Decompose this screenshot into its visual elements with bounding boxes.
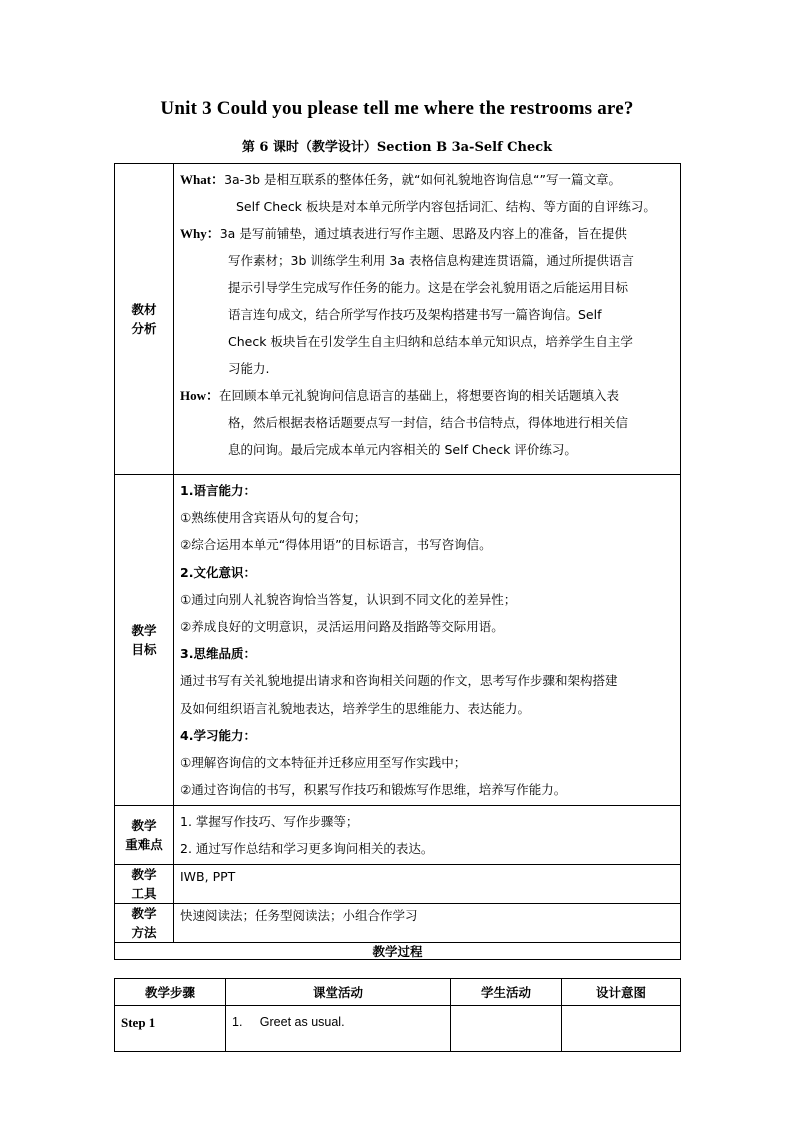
goals-label: 教学 目标 — [115, 475, 174, 806]
how-heading: How： — [180, 388, 220, 403]
student-cell — [451, 1006, 562, 1052]
col-steps: 教学步骤 — [115, 979, 226, 1006]
tools-label: 教学 工具 — [115, 865, 174, 904]
lesson-plan-table — [114, 163, 681, 960]
process-title-row — [115, 943, 681, 960]
methods-row — [115, 904, 681, 943]
col-student: 学生活动 — [451, 979, 562, 1006]
col-purpose: 设计意图 — [562, 979, 681, 1006]
keypoints-label: 教学 重难点 — [115, 806, 174, 865]
process-header-row — [115, 979, 681, 1006]
analysis-content: What：3a-3b 是相互联系的整体任务，就“如何礼貌地咨询信息“”写一篇文章。 Self Check 板块是对本单元所学内容包括词汇、结构、等方面的自评练习。 Why：3a 是写前铺垫，通过填表进行写作主题、思路及内容上的准备，旨在提供 写作素材；3b 训练学生利用 3a 表格信息构建连贯语篇，通过所提供语言 提示引导学生完成写作任务的能力。这是在学会礼貌用语之后能运用目标 语言连句成文，结合所学写作技巧及架构搭建书写一篇咨询信。Self Check 板块旨在引发学生自主归纳和总结本单元知识点，培养学生自主学 习能力. How：在回顾本单元礼貌询问信息语言的基础上，将想要咨询的相关话题填入表 格，然后根据表格话题要点写一封信，结合书信特点，得体地进行相关信 息的问询。最后完成本单元内容相关的 Self Check 评价练习。 — [174, 164, 681, 475]
tools-value: IWB, PPT — [174, 865, 681, 904]
methods-label: 教学 方法 — [115, 904, 174, 943]
what-heading: What： — [180, 172, 225, 187]
tools-row — [115, 865, 681, 904]
purpose-cell — [562, 1006, 681, 1052]
keypoints-content: 1. 掌握写作技巧、写作步骤等； 2. 通过写作总结和学习更多询问相关的表达。 — [174, 806, 681, 865]
col-activity: 课堂活动 — [226, 979, 451, 1006]
analysis-label: 教材 分析 — [115, 164, 174, 475]
keypoints-row — [115, 806, 681, 865]
step-cell: Step 1 — [115, 1006, 226, 1052]
page-title: Unit 3 Could you please tell me where the restrooms are? — [160, 98, 634, 119]
page-subtitle: 第 6 课时（教学设计）Section B 3a-Self Check — [241, 140, 553, 155]
why-heading: Why： — [180, 226, 220, 241]
analysis-row — [115, 164, 681, 475]
process-title: 教学过程 — [115, 943, 681, 960]
process-table — [114, 978, 681, 1052]
goals-row — [115, 475, 681, 806]
process-row-step1 — [115, 1006, 681, 1052]
goals-content: 1.语言能力： ①熟练使用含宾语从句的复合句； ②综合运用本单元“得体用语”的目标语言，书写咨询信。 2.文化意识： ①通过向别人礼貌咨询恰当答复，认识到不同文化的差异性； ②养成良好的文明意识，灵活运用问路及指路等交际用语。 3.思维品质： 通过书写有关礼貌地提出请求和咨询相关问题的作文，思考写作步骤和架构搭建 及如何组织语言礼貌地表达，培养学生的思维能力、表达能力。 4.学习能力： ①理解咨询信的文本特征并迁移应用至写作实践中； ②通过咨询信的书写，积累写作技巧和锻炼写作思维，培养写作能力。 — [174, 475, 681, 806]
methods-value: 快速阅读法；任务型阅读法；小组合作学习 — [174, 904, 681, 943]
activity-cell: 1. Greet as usual. — [226, 1006, 451, 1052]
